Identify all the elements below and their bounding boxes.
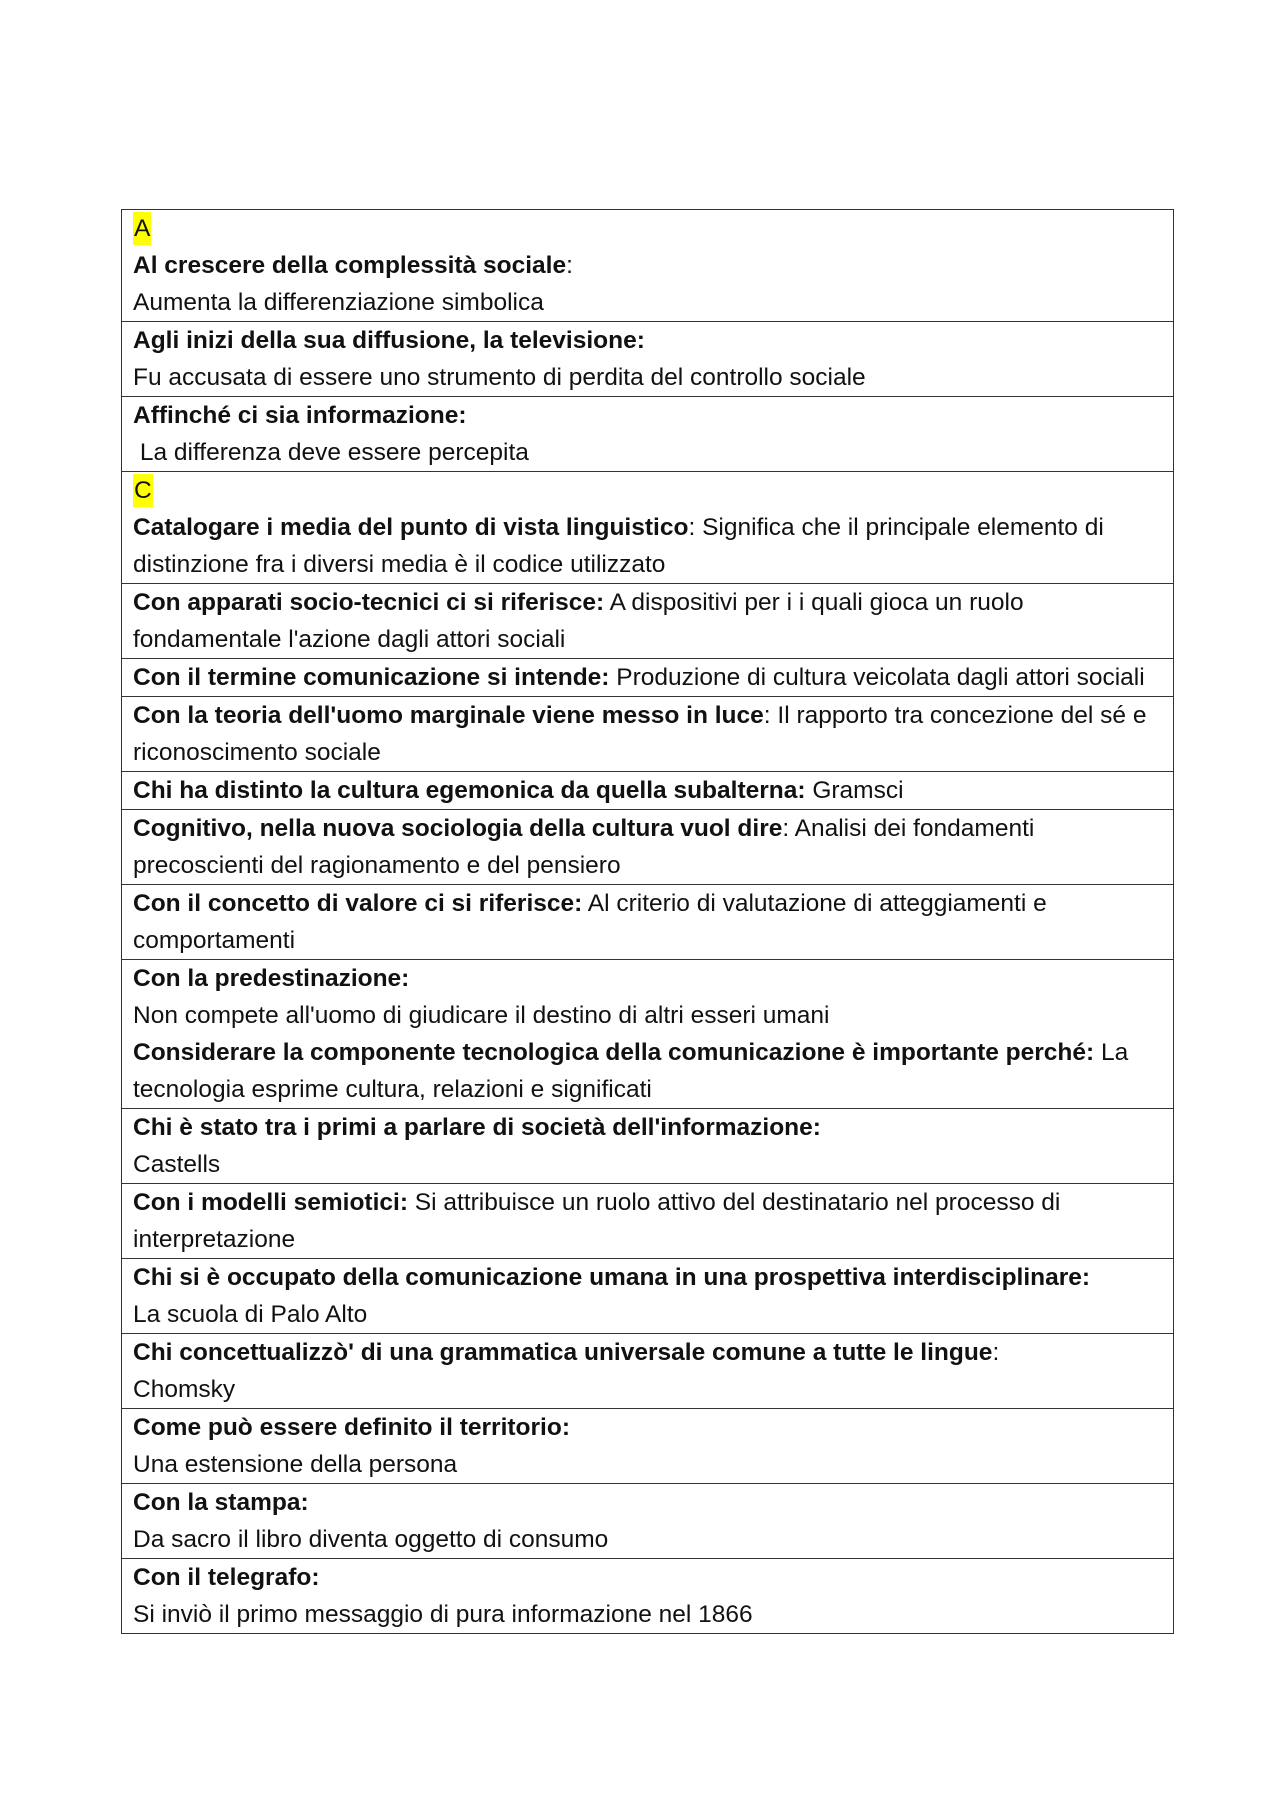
- qa-entry: [133, 1409, 1162, 1483]
- qa-entry: [133, 1334, 1162, 1408]
- table-row: [122, 1259, 1174, 1334]
- separator-text: [1094, 1039, 1101, 1066]
- question-text: Chi concettualizzò' di una grammatica universale comune a tutte le lingue: [133, 1339, 993, 1366]
- qa-entry: [133, 659, 1162, 696]
- answer-text: Fu accusata di essere uno strumento di perdita del controllo sociale: [133, 364, 866, 391]
- question-text: Con il termine comunicazione si intende:: [133, 664, 610, 691]
- answer-text: Produzione di cultura veicolata dagli attori sociali: [616, 664, 1145, 691]
- separator-text: :: [688, 514, 703, 541]
- table-cell: [122, 1334, 1174, 1409]
- answer-text: Chomsky: [133, 1376, 236, 1403]
- table-cell: [122, 772, 1174, 810]
- table-cell: [122, 1484, 1174, 1559]
- question-text: Come può essere definito il territorio:: [133, 1414, 570, 1441]
- table-row: [122, 584, 1174, 659]
- qa-entry: [133, 1109, 1162, 1183]
- question-text: Con i modelli semiotici:: [133, 1189, 408, 1216]
- question-text: Agli inizi della sua diffusione, la televisione:: [133, 327, 645, 354]
- answer-text: Si inviò il primo messaggio di pura informazione nel 1866: [133, 1601, 753, 1628]
- table-row: [122, 659, 1174, 697]
- qa-entry: [133, 1034, 1162, 1108]
- table-cell: [122, 472, 1174, 584]
- answer-text: Analisi dei fondamenti precoscienti del ragionamento e del pensiero: [133, 815, 1042, 879]
- table-cell: [122, 1109, 1174, 1184]
- question-text: Catalogare i media del punto di vista linguistico: [133, 514, 689, 541]
- question-text: Con la predestinazione:: [133, 965, 410, 992]
- question-text: Considerare la componente tecnologica della comunicazione è importante perché:: [133, 1039, 1095, 1066]
- qa-entry: [133, 1559, 1162, 1633]
- qa-entry: [133, 810, 1162, 884]
- table-row: [122, 1409, 1174, 1484]
- table-row: [122, 1559, 1174, 1634]
- qa-entry: [133, 1184, 1162, 1258]
- table-row: [122, 960, 1174, 1109]
- question-text: Chi si è occupato della comunicazione umana in una prospettiva interdisciplinare:: [133, 1264, 1091, 1291]
- answer-text: La differenza deve essere percepita: [133, 439, 529, 466]
- answer-text: Significa che il principale elemento di distinzione fra i diversi media è il codice utilizzato: [133, 514, 1111, 578]
- table-cell: [122, 1559, 1174, 1634]
- qa-entry: [133, 1259, 1162, 1333]
- table-cell: [122, 584, 1174, 659]
- question-text: Affinché ci sia informazione:: [133, 402, 467, 429]
- table-row: [122, 1109, 1174, 1184]
- table-cell: [122, 1184, 1174, 1259]
- question-text: Con il telegrafo:: [133, 1564, 320, 1591]
- table-row: [122, 1334, 1174, 1409]
- qa-entry: [133, 960, 1162, 1034]
- qa-entry: [133, 322, 1162, 396]
- answer-text: Una estensione della persona: [133, 1451, 458, 1478]
- table-cell: [122, 1409, 1174, 1484]
- table-row: [122, 210, 1174, 322]
- letter-heading: A: [133, 212, 151, 245]
- separator-text: [408, 1189, 415, 1216]
- qa-entry: [133, 509, 1162, 583]
- table-row: [122, 1184, 1174, 1259]
- table-row: [122, 885, 1174, 960]
- qa-entry: [133, 885, 1162, 959]
- letter-heading: C: [133, 474, 153, 507]
- table-row: [122, 322, 1174, 397]
- answer-text: Da sacro il libro diventa oggetto di consumo: [133, 1526, 609, 1553]
- answer-text: Aumenta la differenziazione simbolica: [133, 289, 544, 316]
- answer-text: Si attribuisce un ruolo attivo del destinatario nel processo di interpretazione: [133, 1189, 1068, 1253]
- qa-entry: [133, 397, 1162, 471]
- separator-text: :: [763, 702, 778, 729]
- answer-text: Gramsci: [812, 777, 904, 804]
- table-cell: [122, 960, 1174, 1109]
- table-cell: [122, 1259, 1174, 1334]
- table-cell: [122, 322, 1174, 397]
- answer-text: Al criterio di valutazione di atteggiamenti e comportamenti: [133, 890, 1054, 954]
- table-row: [122, 772, 1174, 810]
- table-cell: [122, 885, 1174, 960]
- table-cell: [122, 397, 1174, 472]
- separator-text: :: [782, 815, 795, 842]
- table-cell: [122, 697, 1174, 772]
- question-text: Con apparati socio-tecnici ci si riferisce:: [133, 589, 605, 616]
- question-text: Cognitivo, nella nuova sociologia della cultura vuol dire: [133, 815, 783, 842]
- question-text: Con la stampa:: [133, 1489, 309, 1516]
- qa-entry: [133, 1484, 1162, 1558]
- quiz-answers-body: [122, 210, 1174, 1634]
- table-row: [122, 397, 1174, 472]
- quiz-answers-table: [121, 209, 1174, 1634]
- letter-heading-line: [133, 472, 1162, 509]
- table-cell: [122, 810, 1174, 885]
- qa-entry: [133, 772, 1162, 809]
- answer-text: Il rapporto tra concezione del sé e riconoscimento sociale: [133, 702, 1154, 766]
- answer-text: A dispositivi per i i quali gioca un ruolo fondamentale l'azione dagli attori sociali: [133, 589, 1031, 653]
- table-row: [122, 1484, 1174, 1559]
- question-text: Con il concetto di valore ci si riferisce:: [133, 890, 583, 917]
- question-text: Al crescere della complessità sociale: [133, 252, 567, 279]
- separator-text: :: [992, 1339, 1000, 1366]
- question-text: Chi ha distinto la cultura egemonica da quella subalterna:: [133, 777, 806, 804]
- qa-entry: [133, 247, 1162, 321]
- separator-text: :: [566, 252, 573, 279]
- table-cell: [122, 210, 1174, 322]
- table-cell: [122, 659, 1174, 697]
- letter-heading-line: [133, 210, 1162, 247]
- table-row: [122, 697, 1174, 772]
- qa-entry: [133, 584, 1162, 658]
- qa-entry: [133, 697, 1162, 771]
- question-text: Con la teoria dell'uomo marginale viene messo in luce: [133, 702, 764, 729]
- answer-text: La tecnologia esprime cultura, relazioni e significati: [133, 1039, 1136, 1103]
- answer-text: La scuola di Palo Alto: [133, 1301, 368, 1328]
- table-row: [122, 472, 1174, 584]
- table-row: [122, 810, 1174, 885]
- answer-text: Castells: [133, 1151, 221, 1178]
- answer-text: Non compete all'uomo di giudicare il destino di altri esseri umani: [133, 1002, 830, 1029]
- question-text: Chi è stato tra i primi a parlare di società dell'informazione:: [133, 1114, 821, 1141]
